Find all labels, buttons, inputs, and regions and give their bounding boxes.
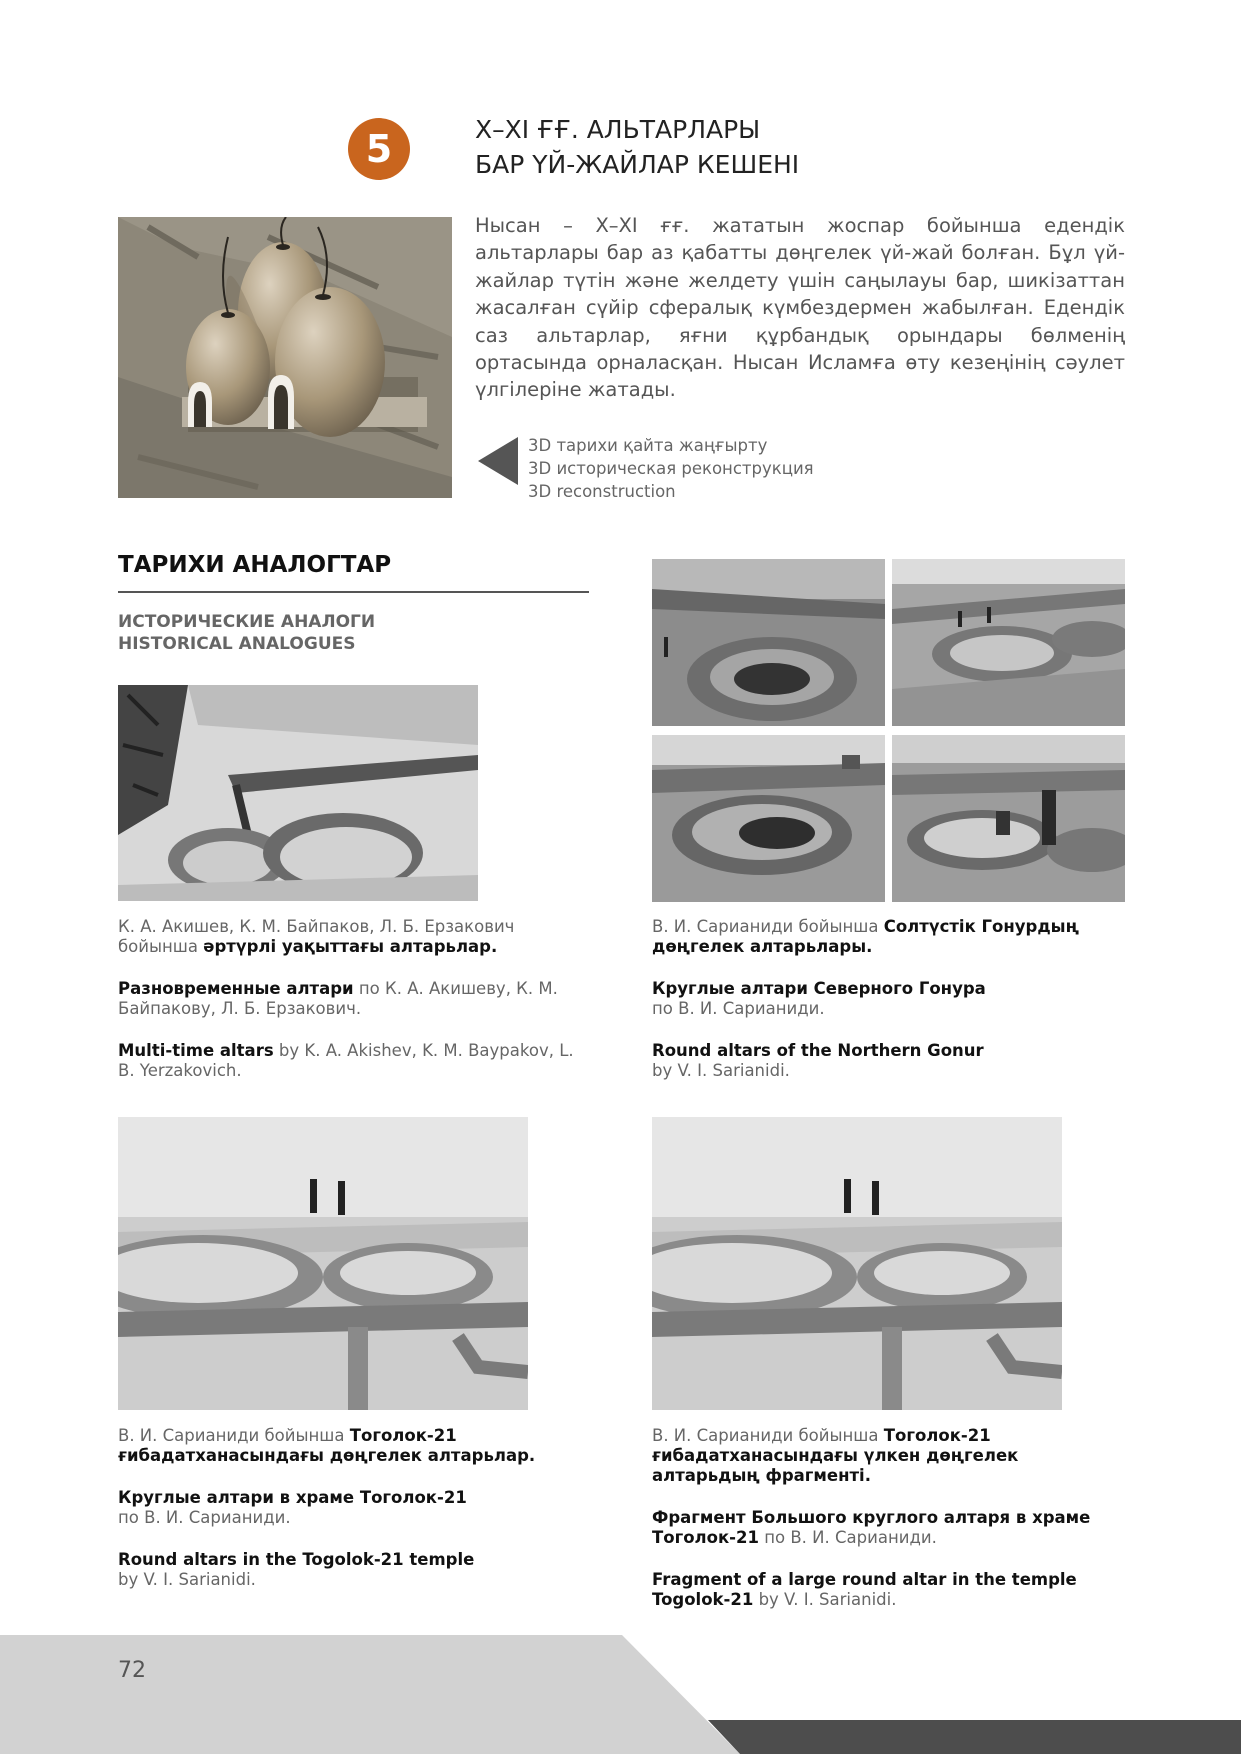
photo-gonur-4 [892, 735, 1125, 902]
section-subtitle-ru: ИСТОРИЧЕСКИЕ АНАЛОГИ [118, 612, 376, 632]
title-line-1: X–XI ҒҒ. АЛЬТАРЛАРЫ [475, 115, 761, 144]
reconstruction-caption-kz: 3D тарихи қайта жаңғырту [528, 436, 768, 455]
intro-paragraph: Нысан – X–XI ғғ. жататын жоспар бойынша едендік альтарлары бар аз қабатты дөңгелек үй-жай болған. Бұл үй-жайлар түтін және желдету үшін саңылауы бар, шикізаттан жасалған сүйір сфералық күмбездермен жабылған. Едендік саз альтарлар, яғни құрбандық орындары бөлменің ортасында орналасқан. Нысан Исламға өту кезеңінің сәулет үлгілеріне жатады. [475, 214, 1125, 402]
photo-gonur-3 [652, 735, 885, 902]
caption-en: Multi-time altars by K. A. Akishev, K. M. Baypakov, L. B. Yerzakovich. [118, 1041, 574, 1080]
reconstruction-caption-ru: 3D историческая реконструкция [528, 459, 814, 478]
caption-en: Round altars of the Northern Gonur by V. I. Sarianidi. [652, 1041, 984, 1080]
title-line-2: БАР ҮЙ-ЖАЙЛАР КЕШЕНІ [475, 150, 800, 179]
photo-gonur-2 [892, 559, 1125, 726]
section-title: ТАРИХИ АНАЛОГТАР [118, 552, 392, 578]
section-number-badge: 5 [348, 118, 410, 180]
photo-togolok-fragment [652, 1117, 1062, 1410]
caption-multi-time-altars [118, 917, 588, 1103]
reconstruction-image [118, 217, 452, 498]
photo-multi-time-altars [118, 685, 478, 901]
page-number: 72 [118, 1658, 146, 1683]
caption-en: Fragment of a large round altar in the temple Togolok-21 by V. I. Sarianidi. [652, 1570, 1077, 1609]
photo-gonur-1 [652, 559, 885, 726]
caption-kz: В. И. Сарианиди бойынша Солтүстік Гонурдың дөңгелек алтарьлары. [652, 917, 1079, 956]
caption-kz: К. А. Акишев, К. М. Байпаков, Л. Б. Ерзакович бойынша әртүрлі уақыттағы алтарьлар. [118, 917, 515, 956]
caption-kz: В. И. Сарианиди бойынша Тоголок-21 ғибадатханасындағы үлкен дөңгелек алтарьдың фрагменті. [652, 1426, 1019, 1485]
caption-ru: Фрагмент Большого круглого алтаря в храме Тоголок-21 по В. И. Сарианиди. [652, 1508, 1091, 1547]
section-divider [118, 591, 589, 593]
caption-ru: Круглые алтари Северного Гонура по В. И. Сарианиди. [652, 979, 986, 1018]
photo-togolok-altars [118, 1117, 528, 1410]
caption-togolok-fragment [652, 1426, 1122, 1632]
section-subtitle [118, 612, 375, 655]
footer-band [0, 1635, 1241, 1754]
reconstruction-caption [528, 434, 814, 503]
page-title [475, 112, 799, 182]
caption-kz: В. И. Сарианиди бойынша Тоголок-21 ғибадатханасындағы дөңгелек алтарьлар. [118, 1426, 536, 1465]
section-subtitle-en: HISTORICAL ANALOGUES [118, 633, 356, 654]
caption-ru: Круглые алтари в храме Тоголок-21 по В. И. Сарианиди. [118, 1488, 467, 1527]
triangle-left-icon [478, 437, 518, 485]
caption-en: Round altars in the Togolok-21 temple by V. I. Sarianidi. [118, 1550, 475, 1589]
caption-ru: Разновременные алтари по К. А. Акишеву, К. М. Байпакову, Л. Б. Ерзакович. [118, 979, 558, 1018]
reconstruction-caption-en: 3D reconstruction [528, 482, 676, 501]
caption-togolok-altars [118, 1426, 588, 1612]
caption-northern-gonur [652, 917, 1122, 1103]
